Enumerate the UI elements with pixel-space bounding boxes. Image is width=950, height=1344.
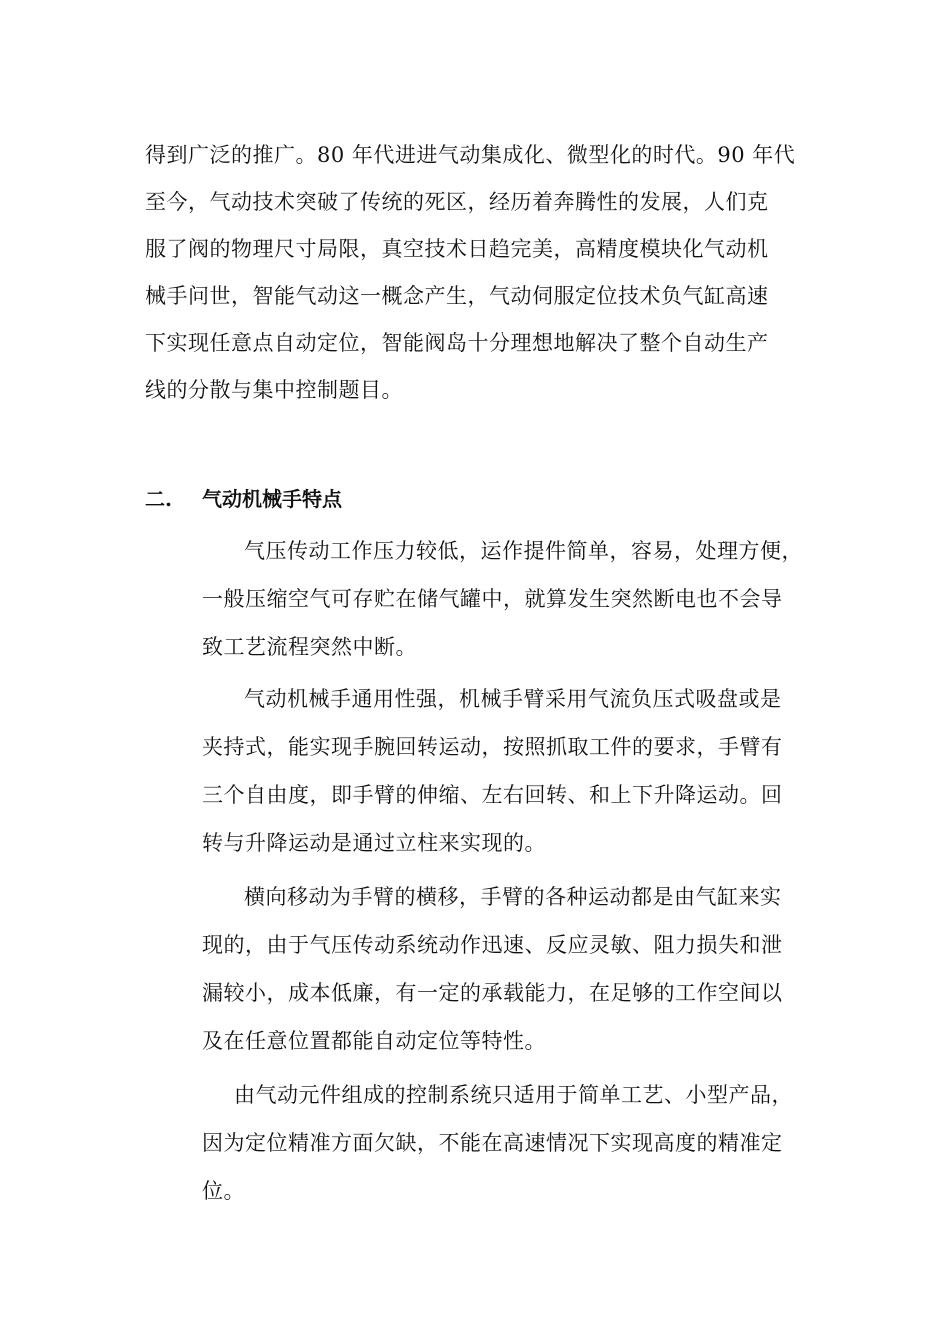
paragraph-line: 一般压缩空气可存贮在储气罐中，就算发生突然断电也不会导 xyxy=(202,587,783,611)
paragraph-line: 气动机械手通用性强，机械手臂采用气流负压式吸盘或是 xyxy=(244,687,782,711)
paragraph-line: 现的，由于气压传动系统动作迅速、反应灵敏、阻力损失和泄 xyxy=(202,933,783,957)
paragraph-line: 转与升降运动是通过立柱来实现的。 xyxy=(202,831,546,855)
intro-line: 至今，气动技术突破了传统的死区，经历着奔腾性的发展，人们克 xyxy=(145,190,769,214)
paragraph-line: 位。 xyxy=(202,1179,245,1203)
paragraph-line: 气压传动工作压力较低，运作提件简单，容易，处理方便， xyxy=(244,539,803,563)
paragraph-line: 横向移动为手臂的横移，手臂的各种运动都是由气缸来实 xyxy=(244,885,782,909)
paragraph-line: 三个自由度，即手臂的伸缩、左右回转、和上下升降运动。回 xyxy=(202,783,783,807)
paragraph-line: 夹持式，能实现手腕回转运动，按照抓取工件的要求，手臂有 xyxy=(202,735,783,759)
intro-line: 线的分散与集中控制题目。 xyxy=(145,378,403,402)
intro-line: 械手问世，智能气动这一概念产生，气动伺服定位技术负气缸高速 xyxy=(145,284,769,308)
intro-line: 得到广泛的推广。80 年代进进气动集成化、微型化的时代。90 年代 xyxy=(145,143,796,167)
section-title: 气动机械手特点 xyxy=(202,487,342,511)
paragraph-line: 由气动元件组成的控制系统只适用于简单工艺、小型产品， xyxy=(234,1083,793,1107)
paragraph-line: 及在任意位置都能自动定位等特性。 xyxy=(202,1029,546,1053)
intro-line: 服了阀的物理尺寸局限，真空技术日趋完美，高精度模块化气动机 xyxy=(145,237,769,261)
paragraph-line: 漏较小，成本低廉，有一定的承载能力，在足够的工作空间以 xyxy=(202,981,783,1005)
paragraph-line: 致工艺流程突然中断。 xyxy=(202,635,417,659)
paragraph-line: 因为定位精准方面欠缺，不能在高速情况下实现高度的精准定 xyxy=(202,1131,783,1155)
intro-line: 下实现任意点自动定位，智能阀岛十分理想地解决了整个自动生产 xyxy=(145,331,769,355)
section-number: 二. xyxy=(145,487,172,511)
